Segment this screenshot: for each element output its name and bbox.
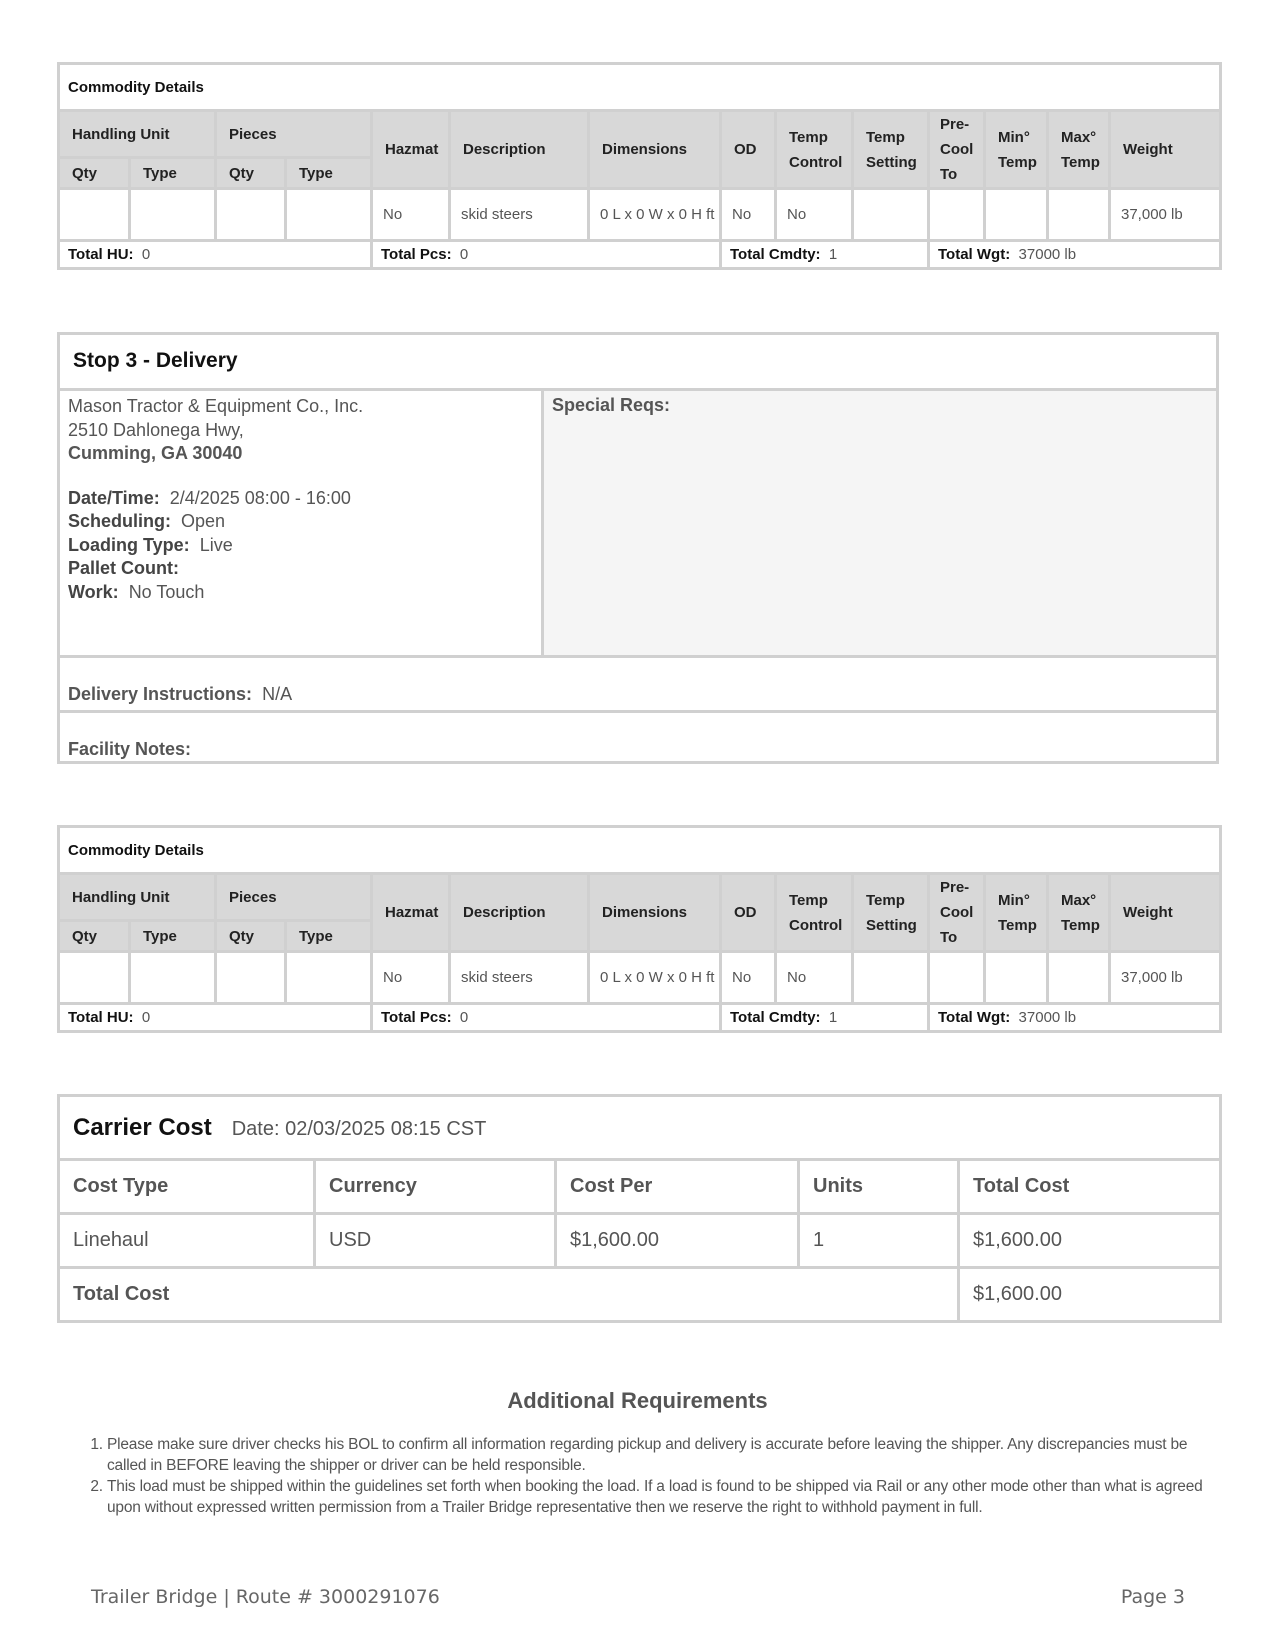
od-cell: No: [721, 189, 776, 241]
weight-cell: 37,000 lb: [1110, 952, 1221, 1004]
total-cmdty: Total Cmdty: 1: [721, 241, 929, 269]
max-temp-cell: [1048, 189, 1110, 241]
hazmat-header: Hazmat: [372, 111, 450, 189]
pcs-type-cell: [286, 189, 372, 241]
stop-section: [57, 332, 1219, 764]
commodity-table: [57, 62, 1222, 270]
temp-control-cell: No: [776, 952, 853, 1004]
hu-type-header: Type: [130, 921, 216, 952]
requirements-list: [105, 1434, 1215, 1518]
od-header: OD: [721, 874, 776, 952]
street-address: 2510 Dahlonega Hwy,: [68, 419, 244, 440]
pcs-type-cell: [286, 952, 372, 1004]
dimensions-cell: 0 L x 0 W x 0 H ft: [589, 189, 721, 241]
pcs-qty-cell: [216, 952, 286, 1004]
commodity-title: Commodity Details: [59, 64, 1221, 111]
carrier-cost-title: Carrier Cost: [73, 1113, 212, 1141]
min-temp-cell: [985, 952, 1048, 1004]
special-reqs: Special Reqs:: [544, 391, 1216, 655]
total-pcs: Total Pcs: 0: [372, 1004, 721, 1032]
pcs-qty-header: Qty: [216, 921, 286, 952]
weight-header: Weight: [1110, 874, 1221, 952]
list-item: 1. Please make sure driver checks his BOL to confirm all information regarding pickup and delivery is accurate before leaving the shipper. Any discrepancies must be called in BEFORE leaving the shipper or driver can be held responsible.: [107, 1434, 1215, 1476]
pieces-header: Pieces: [216, 111, 372, 158]
temp-control-header: Temp Control: [776, 874, 853, 952]
hu-type-cell: [130, 189, 216, 241]
pre-cool-header: Pre-Cool To: [929, 111, 985, 189]
list-item: 2. This load must be shipped within the guidelines set forth when booking the load. If a load is found to be shipped via Rail or any other mode other than what is agreed upon without expressed written permission from a Trailer Bridge representative then we reserve the right to withhold payment in full.: [107, 1476, 1215, 1518]
temp-setting-cell: [853, 952, 929, 1004]
page-number: Page 3: [1120, 1586, 1185, 1608]
pre-cool-cell: [929, 189, 985, 241]
cost-header-row: [59, 1160, 1221, 1214]
total-cost-value: $1,600.00: [959, 1268, 1221, 1322]
temp-control-header: Temp Control: [776, 111, 853, 189]
carrier-cost-table: [57, 1094, 1222, 1323]
stop-title: Stop 3 - Delivery: [60, 335, 1216, 391]
temp-setting-header: Temp Setting: [853, 874, 929, 952]
total-cost-cell: $1,600.00: [959, 1214, 1221, 1268]
table-row: [59, 1214, 1221, 1268]
totals-row: [59, 1004, 1221, 1032]
handling-unit-header: Handling Unit: [59, 111, 216, 158]
currency-cell: USD: [315, 1214, 556, 1268]
total-row: [59, 1268, 1221, 1322]
pallet-count: Pallet Count:: [68, 558, 179, 578]
description-header: Description: [450, 874, 589, 952]
total-cost-header: Total Cost: [959, 1160, 1221, 1214]
pre-cool-header: Pre-Cool To: [929, 874, 985, 952]
company-name: Mason Tractor & Equipment Co., Inc.: [68, 396, 364, 416]
cost-per-header: Cost Per: [556, 1160, 799, 1214]
units-header: Units: [799, 1160, 959, 1214]
min-temp-cell: [985, 189, 1048, 241]
scheduling: Scheduling: Open: [68, 511, 226, 531]
loading-type: Loading Type: Live: [68, 534, 233, 555]
od-header: OD: [721, 111, 776, 189]
weight-cell: 37,000 lb: [1110, 189, 1221, 241]
total-hu: Total HU: 0: [59, 241, 372, 269]
hu-qty-header: Qty: [59, 158, 130, 189]
carrier-cost-date: Date: 02/03/2025 08:15 CST: [231, 1117, 487, 1140]
max-temp-header: Max° Temp: [1048, 874, 1110, 952]
weight-header: Weight: [1110, 111, 1221, 189]
description-cell: skid steers: [450, 952, 589, 1004]
pcs-type-header: Type: [286, 158, 372, 189]
min-temp-header: Min° Temp: [985, 111, 1048, 189]
total-pcs: Total Pcs: 0: [372, 241, 721, 269]
handling-unit-header: Handling Unit: [59, 874, 216, 921]
total-wgt: Total Wgt: 37000 lb: [929, 1004, 1221, 1032]
total-wgt: Total Wgt: 37000 lb: [929, 241, 1221, 269]
hazmat-cell: No: [372, 189, 450, 241]
pieces-header: Pieces: [216, 874, 372, 921]
max-temp-header: Max° Temp: [1048, 111, 1110, 189]
hu-type-cell: [130, 952, 216, 1004]
commodity-table: [57, 825, 1222, 1033]
currency-header: Currency: [315, 1160, 556, 1214]
facility-notes: Facility Notes:: [60, 710, 1216, 765]
hazmat-cell: No: [372, 952, 450, 1004]
table-row: [59, 189, 1221, 241]
work: Work: No Touch: [68, 581, 205, 602]
temp-control-cell: No: [776, 189, 853, 241]
datetime: Date/Time: 2/4/2025 08:00 - 16:00: [68, 487, 351, 508]
commodity-title: Commodity Details: [59, 827, 1221, 874]
dimensions-header: Dimensions: [589, 111, 721, 189]
hu-qty-cell: [59, 952, 130, 1004]
hu-qty-cell: [59, 189, 130, 241]
city-state-zip: Cumming, GA 30040: [68, 443, 243, 463]
hu-qty-header: Qty: [59, 921, 130, 952]
min-temp-header: Min° Temp: [985, 874, 1048, 952]
hazmat-header: Hazmat: [372, 874, 450, 952]
dimensions-header: Dimensions: [589, 874, 721, 952]
max-temp-cell: [1048, 952, 1110, 1004]
pre-cool-cell: [929, 952, 985, 1004]
description-cell: skid steers: [450, 189, 589, 241]
od-cell: No: [721, 952, 776, 1004]
pcs-qty-header: Qty: [216, 158, 286, 189]
carrier-cost-header: [59, 1096, 1221, 1160]
units-cell: 1: [799, 1214, 959, 1268]
additional-requirements-title: Additional Requirements: [507, 1388, 768, 1413]
dimensions-cell: 0 L x 0 W x 0 H ft: [589, 952, 721, 1004]
totals-row: [59, 241, 1221, 269]
pcs-type-header: Type: [286, 921, 372, 952]
cost-type-header: Cost Type: [59, 1160, 315, 1214]
total-cmdty: Total Cmdty: 1: [721, 1004, 929, 1032]
cost-per-cell: $1,600.00: [556, 1214, 799, 1268]
table-row: [59, 952, 1221, 1004]
hu-type-header: Type: [130, 158, 216, 189]
cost-type-cell: Linehaul: [59, 1214, 315, 1268]
total-cost-label: Total Cost: [59, 1268, 959, 1322]
delivery-instructions: Delivery Instructions: N/A: [60, 655, 1216, 710]
temp-setting-header: Temp Setting: [853, 111, 929, 189]
description-header: Description: [450, 111, 589, 189]
temp-setting-cell: [853, 189, 929, 241]
stop-address-block: [60, 391, 544, 655]
pcs-qty-cell: [216, 189, 286, 241]
footer-route: Trailer Bridge | Route # 3000291076: [91, 1586, 440, 1608]
total-hu: Total HU: 0: [59, 1004, 372, 1032]
